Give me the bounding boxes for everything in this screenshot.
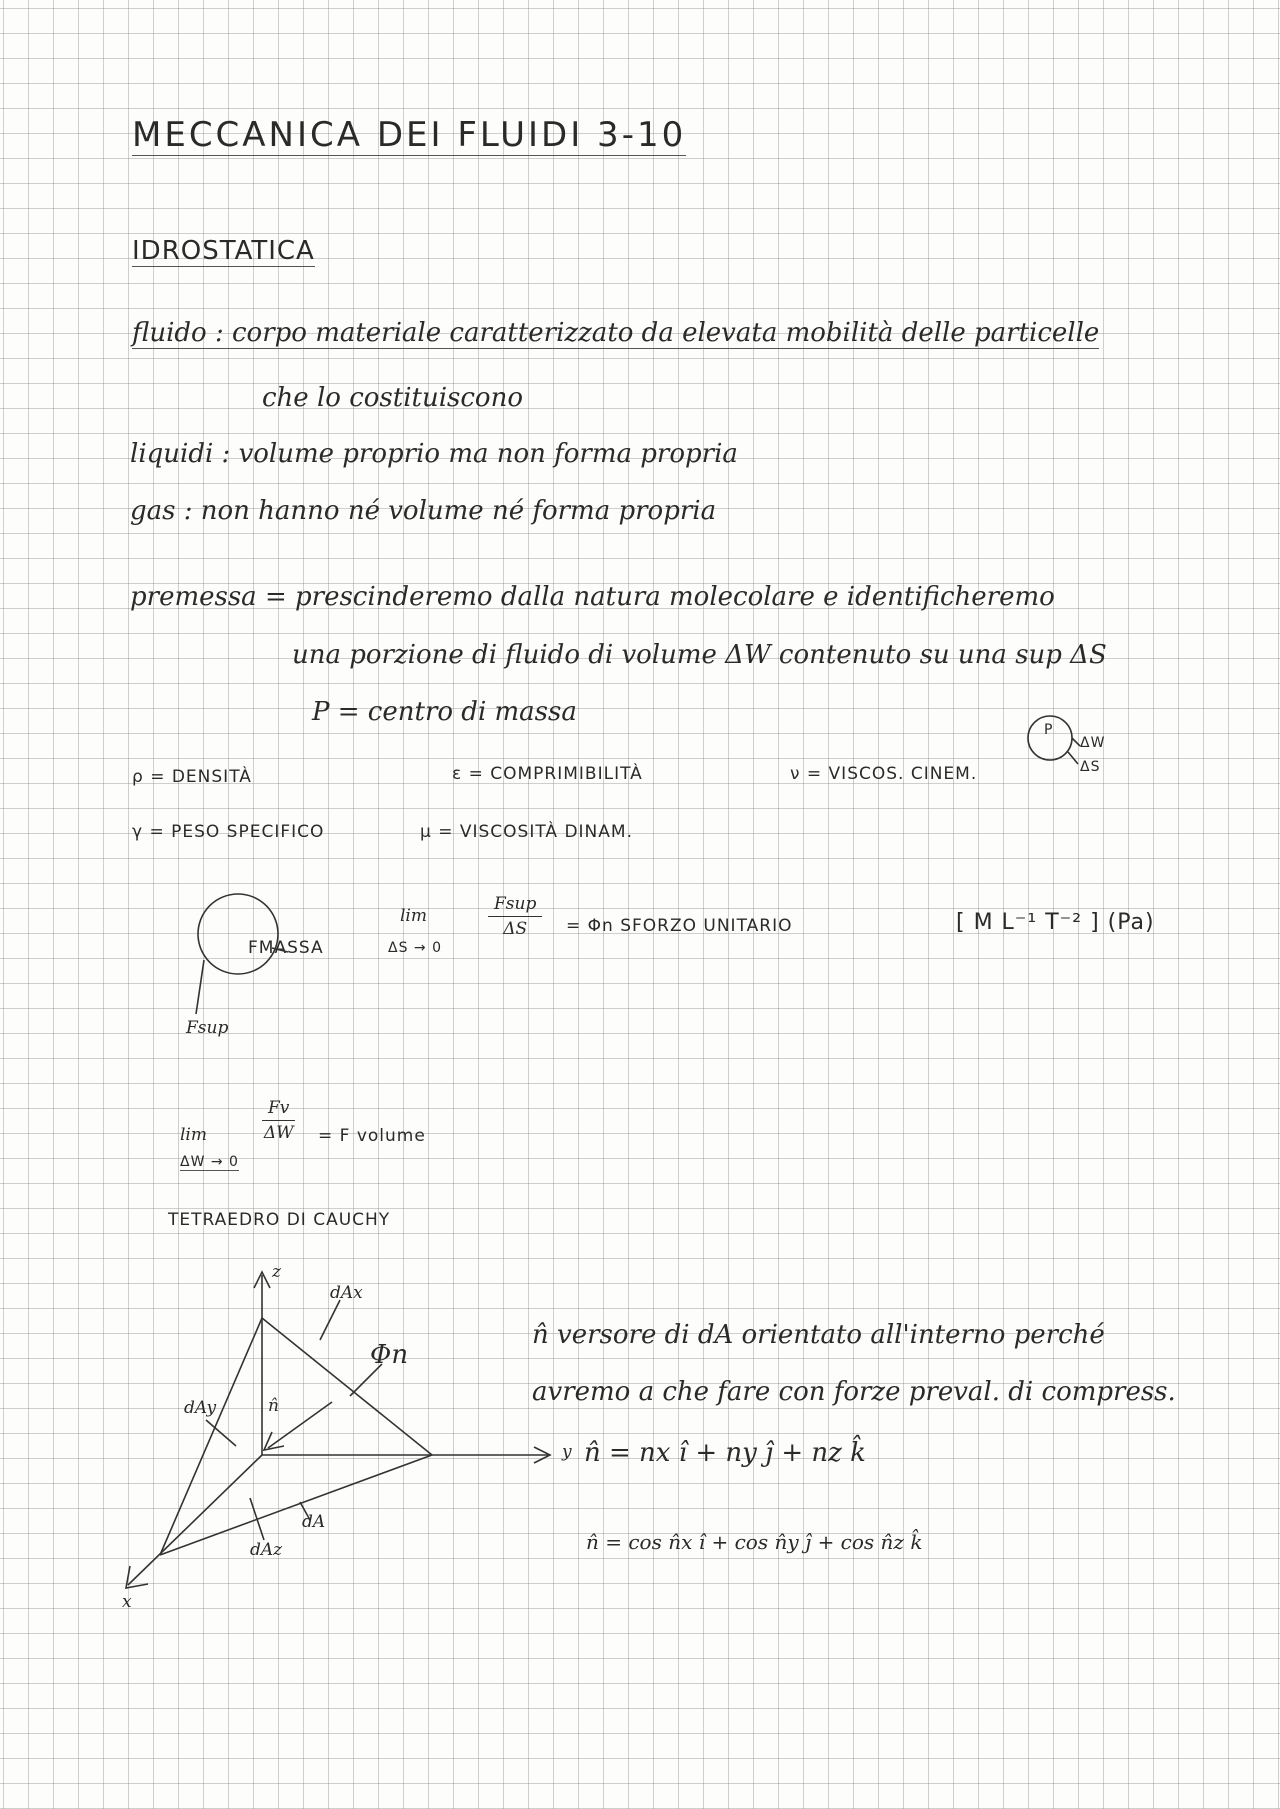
- volume-fraction-den: ΔW: [263, 1123, 294, 1143]
- small-mass-circle: [1028, 716, 1072, 760]
- surface-limit-rhs: = Φn SFORZO UNITARIO: [566, 916, 793, 936]
- volume-limit-sub: ΔW → 0: [180, 1154, 239, 1170]
- normal-cosines-eq: n̂ = cos n̂x î + cos n̂y ĵ + cos n̂z k̂: [586, 1530, 923, 1554]
- premessa-line1: premessa = prescinderemo dalla natura molecolare e identificheremo: [130, 582, 1055, 612]
- small-circle-pointer-dw: [1072, 738, 1080, 746]
- small-circle-p-label: P: [1044, 722, 1054, 738]
- tetra-title: TETRAEDRO DI CAUCHY: [168, 1210, 391, 1230]
- gamma-definition: γ = PESO SPECIFICO: [132, 822, 325, 842]
- fluido-definition-line2: che lo costituiscono: [262, 383, 523, 413]
- volume-fraction-num: Fv: [262, 1098, 295, 1121]
- surface-force-circle: [198, 894, 278, 974]
- premessa-line2: una porzione di fluido di volume ΔW contenuto su una sup ΔS: [292, 640, 1107, 670]
- fluido-definition-line1: fluido : corpo materiale caratterizzato da elevata mobilità delle particelle: [132, 318, 1100, 348]
- day-label: dAy: [184, 1398, 217, 1418]
- fsup-label: Fsup: [186, 1018, 229, 1038]
- rho-definition: ρ = DENSITÀ: [132, 767, 252, 787]
- z-axis-label: z: [272, 1262, 281, 1282]
- small-circle-pointer-ds: [1068, 752, 1078, 764]
- page-title: MECCANICA DEI FLUIDI 3-10: [132, 115, 687, 155]
- normal-label: n̂: [268, 1396, 279, 1416]
- volume-limit-lim: lim: [180, 1125, 207, 1145]
- volume-limit-rhs: = F volume: [318, 1126, 426, 1146]
- normal-components-eq: n̂ = nx î + ny ĵ + nz k̂: [584, 1438, 866, 1468]
- dax-label: dAx: [330, 1283, 363, 1303]
- tetra-edge-zx: [160, 1318, 262, 1555]
- daz-pointer: [250, 1498, 264, 1540]
- daz-label: dAz: [250, 1540, 283, 1560]
- section-heading: IDROSTATICA: [132, 236, 315, 266]
- da-label: dA: [302, 1512, 326, 1532]
- mu-definition: μ = VISCOSITÀ DINAM.: [420, 822, 633, 842]
- y-axis-label: y: [562, 1442, 572, 1462]
- day-pointer: [206, 1420, 236, 1446]
- normal-arrowhead: [264, 1432, 284, 1450]
- versore-line1: n̂ versore di dA orientato all'interno perché: [532, 1320, 1105, 1350]
- liquidi-line: liquidi : volume proprio ma non forma propria: [130, 439, 738, 469]
- versore-line2: avremo a che fare con forze preval. di compress.: [532, 1377, 1176, 1407]
- nu-definition: ν = VISCOS. CINEM.: [790, 764, 978, 784]
- x-axis-label: x: [122, 1592, 132, 1612]
- gas-line: gas : non hanno né volume né forma propria: [130, 496, 717, 526]
- fsup-pointer: [196, 960, 204, 1014]
- surface-fraction-num: Fsup: [488, 894, 542, 917]
- surface-limit-sub: ΔS → 0: [388, 940, 443, 956]
- small-circle-dw-label: ΔW: [1080, 735, 1106, 751]
- small-circle-ds-label: ΔS: [1080, 759, 1101, 775]
- fmassa-label: FMASSA: [248, 938, 324, 958]
- tetra-edge-yx: [160, 1455, 432, 1555]
- surface-fraction-den: ΔS: [503, 919, 528, 939]
- p-definition: P = centro di massa: [312, 697, 577, 727]
- surface-limit-dims: [ M L⁻¹ T⁻² ] (Pa): [956, 910, 1155, 935]
- surface-limit-lim: lim: [400, 906, 427, 926]
- eps-definition: ε = COMPRIMIBILITÀ: [452, 764, 643, 784]
- dax-pointer: [320, 1300, 340, 1340]
- phi-label: Φn: [370, 1340, 409, 1370]
